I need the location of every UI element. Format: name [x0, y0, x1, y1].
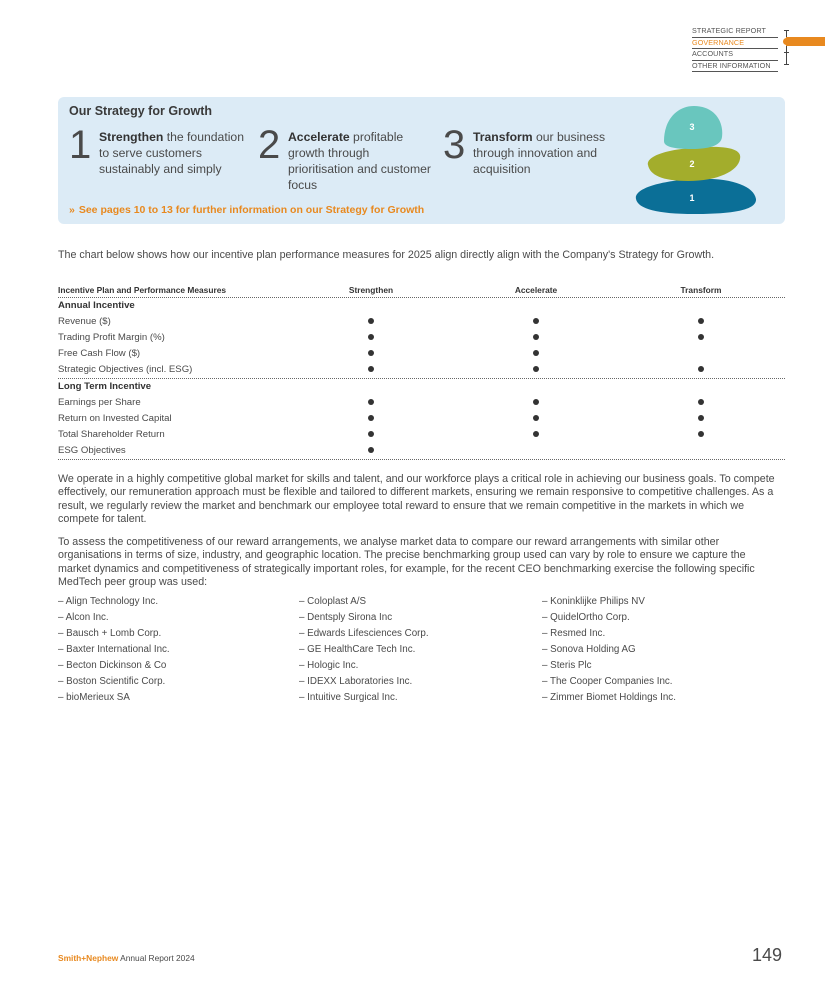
header-transform: Transform	[680, 285, 722, 295]
list-item: – Koninklijke Philips NV	[542, 596, 645, 607]
list-item: – Zimmer Biomet Holdings Inc.	[542, 692, 676, 703]
bullet-dot-icon	[368, 334, 374, 340]
list-item: – The Cooper Companies Inc.	[542, 676, 673, 687]
section-nav	[692, 26, 778, 72]
header-measures: Incentive Plan and Performance Measures	[58, 285, 227, 295]
nav-strategic-report[interactable]: STRATEGIC REPORT	[692, 26, 778, 38]
list-item: – Coloplast A/S	[299, 596, 366, 607]
row-label: Trading Profit Margin (%)	[58, 332, 165, 343]
bullet-dot-icon	[368, 415, 374, 421]
bullet-dot-icon	[533, 318, 539, 324]
mark-transform	[651, 411, 751, 427]
bullet-dot-icon	[533, 431, 539, 437]
stone-label-1: 1	[689, 193, 695, 203]
bullet-dot-icon	[698, 431, 704, 437]
nav-accounts[interactable]: ACCOUNTS	[692, 49, 778, 61]
bullet-dot-icon	[368, 447, 374, 453]
mark-transform	[651, 395, 751, 411]
mark-strengthen	[321, 314, 421, 330]
bullet-dot-icon	[533, 415, 539, 421]
row-label: Free Cash Flow ($)	[58, 348, 141, 359]
table-row	[58, 346, 785, 362]
bullet-dot-icon	[368, 366, 374, 372]
mark-accelerate	[486, 314, 586, 330]
table-header-row	[58, 284, 785, 298]
mark-accelerate	[486, 411, 586, 427]
bullet-dot-icon	[698, 366, 704, 372]
mark-accelerate	[486, 427, 586, 443]
peer-list-column-2	[299, 594, 429, 706]
mark-strengthen	[321, 330, 421, 346]
list-item: – Becton Dickinson & Co	[58, 660, 167, 671]
row-label: Strategic Objectives (incl. ESG)	[58, 364, 193, 375]
performance-measures-table	[58, 284, 785, 460]
mark-strengthen	[321, 346, 421, 362]
strategy-for-growth-panel	[58, 97, 785, 224]
row-label: ESG Objectives	[58, 445, 126, 456]
bullet-dot-icon	[368, 399, 374, 405]
list-item: – Dentsply Sirona Inc	[299, 612, 393, 623]
row-label: Revenue ($)	[58, 316, 111, 327]
peer-list-column-3	[542, 594, 676, 706]
nav-active-dot	[783, 38, 790, 45]
mark-transform	[651, 314, 751, 330]
stone-label-3: 3	[689, 122, 695, 132]
section-long-term-incentive: Long Term Incentive	[58, 381, 152, 392]
list-item: – Edwards Lifesciences Corp.	[299, 628, 429, 639]
double-chevron-icon: »	[69, 204, 75, 216]
bullet-dot-icon	[698, 334, 704, 340]
pillar-number: 2	[258, 123, 281, 167]
page-number: 149	[752, 945, 783, 965]
mark-strengthen	[321, 362, 421, 378]
stone-label-2: 2	[689, 159, 695, 169]
stone-1-shape	[636, 179, 756, 214]
mark-strengthen	[321, 427, 421, 443]
bullet-dot-icon	[533, 334, 539, 340]
bullet-dot-icon	[533, 399, 539, 405]
mark-transform	[651, 362, 751, 378]
intro-paragraph: The chart below shows how our incentive plan performance measures for 2025 align directly align with the Company's Strategy for Growth.	[58, 249, 715, 261]
mark-accelerate	[486, 330, 586, 346]
bullet-dot-icon	[533, 366, 539, 372]
pillar-text: Accelerate profitable growth through prioritisation and customer focus	[288, 130, 431, 192]
table-row	[58, 411, 785, 427]
row-label: Earnings per Share	[58, 397, 141, 408]
bullet-dot-icon	[698, 415, 704, 421]
see-pages-link[interactable]: » See pages 10 to 13 for further information on our Strategy for Growth	[69, 204, 425, 216]
list-item: – QuidelOrtho Corp.	[542, 612, 630, 623]
stacked-stones-graphic	[628, 101, 758, 219]
mark-strengthen	[321, 443, 421, 459]
header-accelerate: Accelerate	[514, 285, 558, 295]
peer-list-column-1	[58, 594, 170, 706]
row-label: Return on Invested Capital	[58, 413, 172, 424]
table-row	[58, 314, 785, 330]
list-item: – Intuitive Surgical Inc.	[299, 692, 398, 703]
bullet-dot-icon	[698, 399, 704, 405]
list-item: – Align Technology Inc.	[58, 596, 159, 607]
table-row	[58, 443, 785, 460]
strategy-title: Our Strategy for Growth	[69, 104, 213, 118]
list-item: – IDEXX Laboratories Inc.	[299, 676, 413, 687]
list-item: – GE HealthCare Tech Inc.	[299, 644, 416, 655]
nav-governance[interactable]: GOVERNANCE	[692, 38, 778, 50]
nav-rail	[786, 30, 787, 65]
bullet-dot-icon	[533, 350, 539, 356]
list-item: – Resmed Inc.	[542, 628, 606, 639]
mark-accelerate	[486, 395, 586, 411]
pillar-number: 1	[69, 123, 92, 167]
bullet-dot-icon	[368, 318, 374, 324]
table-row	[58, 427, 785, 443]
list-item: – Bausch + Lomb Corp.	[58, 628, 162, 639]
nav-active-tab-marker	[786, 37, 825, 46]
table-row	[58, 395, 785, 411]
list-item: – Hologic Inc.	[299, 660, 359, 671]
list-item: – Boston Scientific Corp.	[58, 676, 166, 687]
bullet-dot-icon	[368, 350, 374, 356]
pillar-number: 3	[443, 123, 466, 167]
pillar-text: Transform our business through innovation and acquisition	[473, 130, 606, 176]
paragraph-benchmarking: To assess the competitiveness of our reward arrangements, we analyse market data to compare our reward arrangements with similar other organisations in terms of size, industry, and geographic location. The precise benchmarking group used can vary by role to ensure we capture the market dynamics and competitiveness of strategically important roles, for example, for the recent CEO benchmarking exercise the following specific MedTech peer group was used:	[58, 536, 755, 589]
header-strengthen: Strengthen	[348, 285, 394, 295]
section-annual-incentive: Annual Incentive	[58, 300, 135, 311]
nav-tick	[784, 64, 789, 65]
list-item: – Sonova Holding AG	[542, 644, 636, 655]
list-item: – Alcon Inc.	[58, 612, 109, 623]
brand-name: Smith+Nephew	[58, 953, 119, 963]
nav-tick	[784, 52, 789, 53]
pillar-text: Strengthen the foundation to serve customers sustainably and simply	[99, 130, 244, 176]
nav-tick	[784, 30, 789, 31]
table-row	[58, 330, 785, 346]
paragraph-market-competition: We operate in a highly competitive global market for skills and talent, and our workforce plays a critical role in achieving our business goals. To compete effectively, our remuneration approach must be flexible and tailored to different markets, ensuring we remain responsive to competitive challenges. As a result, we regularly review the market and benchmark our employee total reward to ensure that we remain competitive in the markets in which we compete for talent.	[58, 473, 775, 526]
mark-accelerate	[486, 346, 586, 362]
mark-accelerate	[486, 362, 586, 378]
nav-other-information[interactable]: OTHER INFORMATION	[692, 61, 778, 73]
mark-transform	[651, 427, 751, 443]
list-item: – bioMerieux SA	[58, 692, 130, 703]
table-row	[58, 362, 785, 379]
list-item: – Steris Plc	[542, 660, 592, 671]
footer-report-name: Smith+Nephew Annual Report 2024	[58, 953, 195, 963]
bullet-dot-icon	[698, 318, 704, 324]
mark-strengthen	[321, 411, 421, 427]
row-label: Total Shareholder Return	[58, 429, 165, 440]
mark-transform	[651, 330, 751, 346]
bullet-dot-icon	[368, 431, 374, 437]
list-item: – Baxter International Inc.	[58, 644, 170, 655]
mark-strengthen	[321, 395, 421, 411]
